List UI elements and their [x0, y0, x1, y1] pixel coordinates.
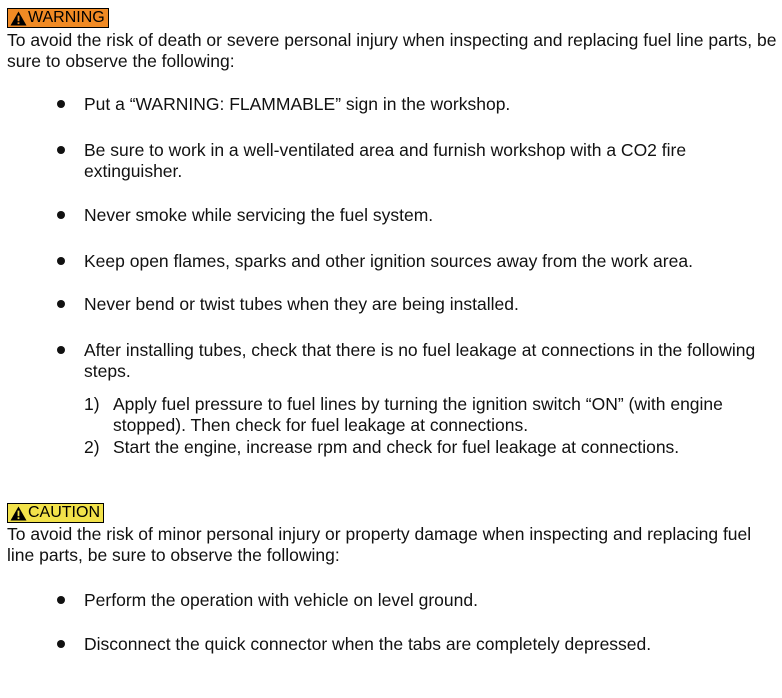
warning-triangle-icon: [10, 11, 27, 26]
bullet-icon: [57, 640, 65, 648]
warning-triangle-icon: [10, 506, 27, 521]
warning-intro: To avoid the risk of death or severe personal injury when inspecting and replacing fuel line parts, be sure to observe the following:: [7, 30, 777, 71]
warning-item-open-flames: Keep open flames, sparks and other ignition sources away from the work area.: [84, 251, 693, 271]
warning-item-ventilation: Be sure to work in a well-ventilated area and furnish workshop with a CO2 fire extinguisher.: [84, 140, 687, 181]
step-number: 1): [84, 394, 100, 414]
caution-intro: To avoid the risk of minor personal injury or property damage when inspecting and replacing fuel line parts, be sure to observe the following:: [7, 524, 752, 565]
bullet-icon: [57, 300, 65, 308]
caution-item-quick-connector: Disconnect the quick connector when the tabs are completely depressed.: [84, 634, 652, 654]
warning-badge-label: WARNING: [28, 9, 105, 26]
step-text: Start the engine, increase rpm and check for fuel leakage at connections.: [113, 437, 680, 457]
step-number: 2): [84, 437, 100, 457]
bullet-icon: [57, 346, 65, 354]
bullet-icon: [57, 100, 65, 108]
bullet-icon: [57, 146, 65, 154]
warning-item-flammable-sign: Put a “WARNING: FLAMMABLE” sign in the workshop.: [84, 94, 511, 114]
warning-badge: [7, 8, 109, 28]
warning-item-tubes: Never bend or twist tubes when they are being installed.: [84, 294, 519, 314]
warning-item-leak-check: After installing tubes, check that there is no fuel leakage at connections in the following steps.: [84, 340, 756, 381]
bullet-icon: [57, 211, 65, 219]
step-text: Apply fuel pressure to fuel lines by turning the ignition switch “ON” (with engine stopped). Then check for fuel leakage at connections.: [113, 394, 723, 435]
bullet-icon: [57, 596, 65, 604]
bullet-icon: [57, 257, 65, 265]
caution-badge-label: CAUTION: [28, 504, 100, 521]
warning-item-no-smoking: Never smoke while servicing the fuel system.: [84, 205, 434, 225]
caution-item-level-ground: Perform the operation with vehicle on level ground.: [84, 590, 478, 610]
caution-badge: [7, 503, 104, 523]
